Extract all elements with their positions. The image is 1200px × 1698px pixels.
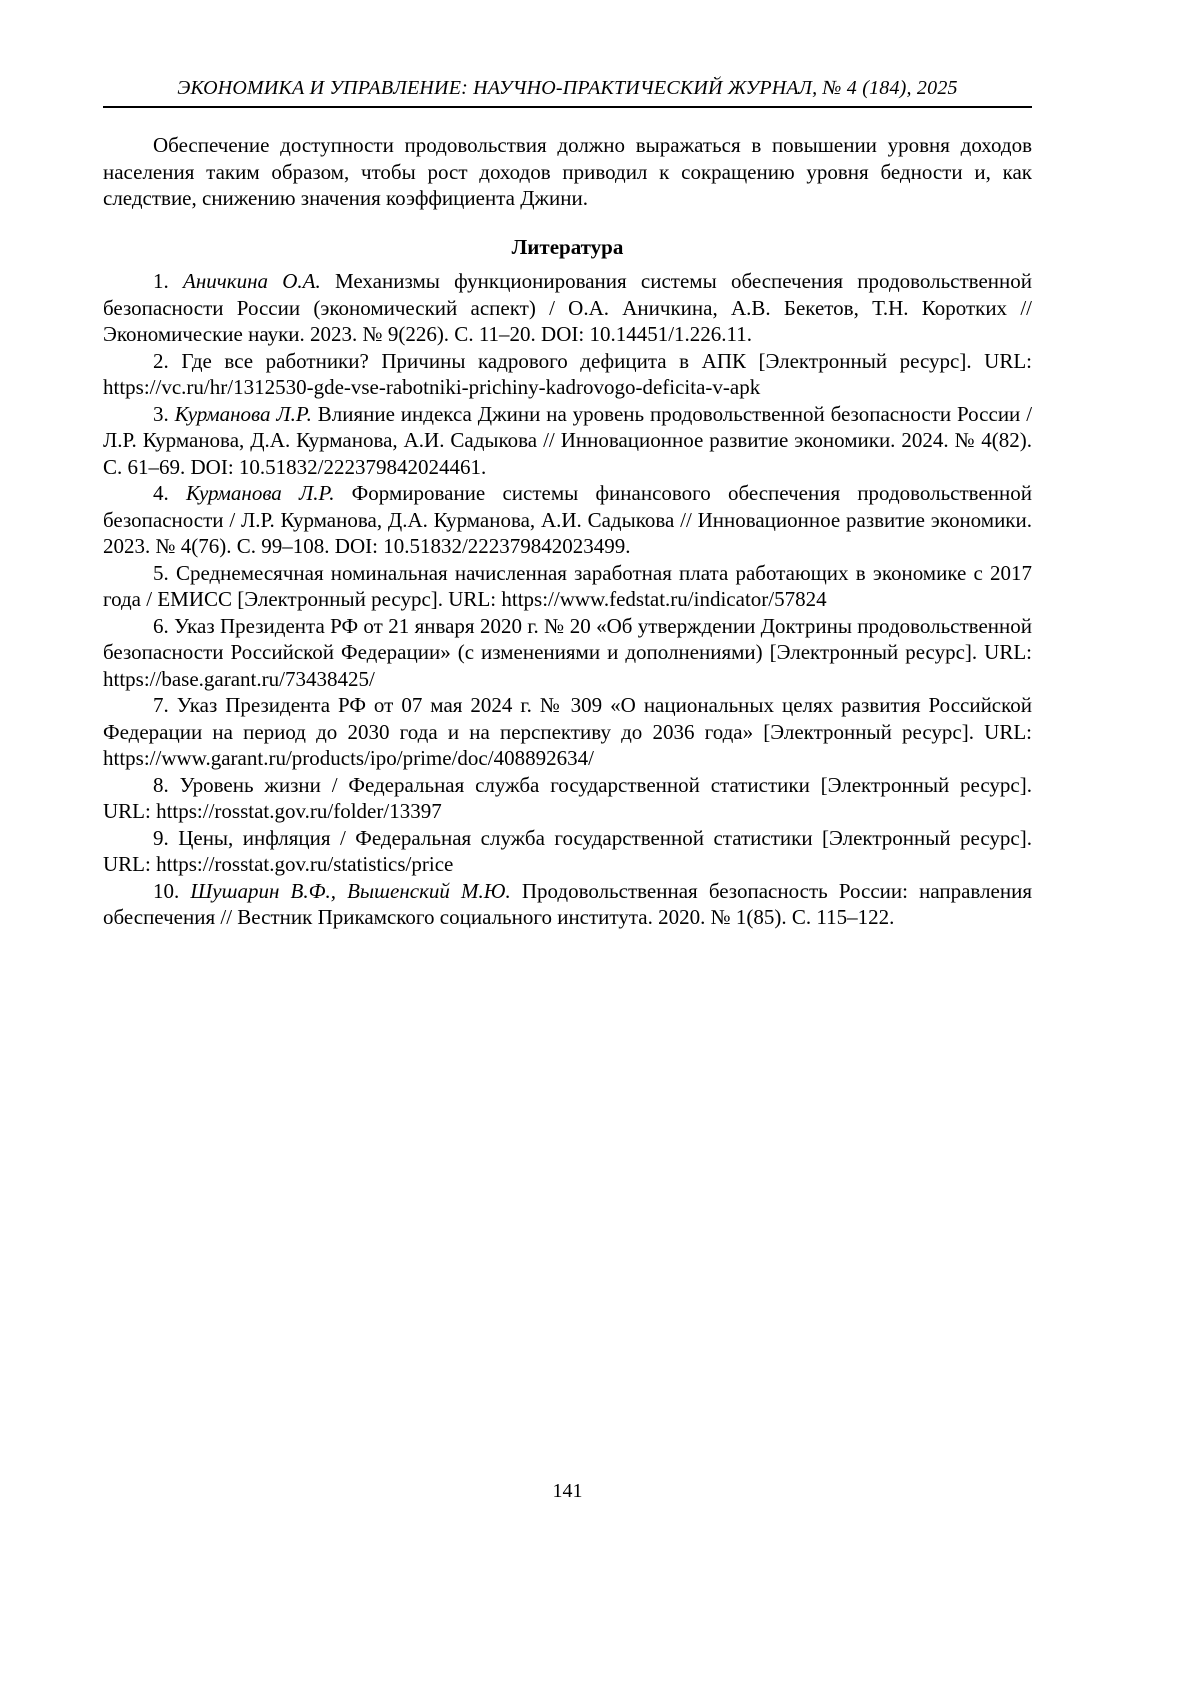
reference-number: 9. (153, 825, 179, 850)
reference-number: 8. (153, 772, 180, 797)
page-number: 141 (552, 1480, 583, 1502)
reference-item (103, 772, 1032, 825)
header-rule (103, 106, 1032, 108)
reference-number: 10. (153, 878, 191, 903)
reference-text: Уровень жизни / Федеральная служба государственной статистики [Электронный ресурс]. URL: https://rosstat.gov.ru/folder/13397 (103, 772, 1032, 823)
reference-text: Указ Президента РФ от 21 января 2020 г. № 20 «Об утверждении Доктрины продовольственной безопасности Российской Федерации» (с изменениями и дополнениями) [Электронный ресурс]. URL: https://base.garant.ru/73438425/ (103, 613, 1033, 691)
intro-paragraph: Обеспечение доступности продовольствия должно выражаться в повышении уровня доходов населения таким образом, чтобы рост доходов приводил к сокращению уровня бедности и, как следствие, снижению значения коэффициента Джини. (103, 133, 1032, 210)
reference-authors: Курманова Л.Р. (185, 481, 335, 505)
reference-number: 7. (153, 693, 177, 717)
references-list (103, 268, 1032, 931)
reference-text: Формирование системы финансового обеспечения продовольственной безопасности / Л.Р. Курманова, Д.А. Курманова, А.И. Садыкова // Инновационное развитие экономики. 2023. № 4(76). С. 99–108. DOI: 10.51832/222379842023499. (103, 481, 1033, 558)
reference-item (103, 480, 1032, 560)
reference-text: Механизмы функционирования системы обеспечения продовольственной безопасности России (экономический аспект) / О.А. Аничкина, А.В. Бекетов, Т.Н. Коротких // Экономические науки. 2023. № 9(226). С. 11–20. DOI: 10.14451/1.226.11. (103, 269, 1033, 346)
reference-number: 6. (153, 613, 175, 638)
reference-text: Среднемесячная номинальная начисленная заработная плата работающих в экономике с 2017 года / ЕМИСС [Электронный ресурс]. URL: https://www.fedstat.ru/indicator/57824 (103, 560, 1033, 611)
reference-text: Где все работники? Причины кадрового дефицита в АПК [Электронный ресурс]. URL: https://vc.ru/hr/1312530-gde-vse-rabotniki-prichiny-kadrovogo-deficita-v-apk (103, 348, 1032, 399)
reference-authors: Курманова Л.Р. (174, 401, 312, 426)
reference-item (103, 825, 1032, 878)
reference-text: Цены, инфляция / Федеральная служба государственной статистики [Электронный ресурс]. URL: https://rosstat.gov.ru/statistics/price (103, 825, 1032, 876)
reference-item (103, 613, 1032, 693)
reference-text: Влияние индекса Джини на уровень продовольственной безопасности России / Л.Р. Курманова, Д.А. Курманова, А.И. Садыкова // Инновационное развитие экономики. 2024. № 4(82). С. 61–69. DOI: 10.51832/222379842024461. (103, 401, 1033, 479)
reference-item (103, 268, 1032, 348)
reference-number: 1. (153, 269, 183, 293)
reference-number: 2. (153, 348, 182, 373)
reference-item (103, 878, 1032, 931)
reference-authors: Аничкина О.А. (183, 269, 321, 293)
journal-header (103, 76, 1032, 100)
reference-item (103, 401, 1032, 481)
reference-item (103, 348, 1032, 401)
journal-header-title: ЭКОНОМИКА И УПРАВЛЕНИЕ: НАУЧНО-ПРАКТИЧЕСКИЙ ЖУРНАЛ, № 4 (184), 2025 (177, 77, 958, 99)
reference-number: 5. (153, 560, 176, 585)
section-title: Литература (511, 234, 624, 259)
reference-text: Указ Президента РФ от 07 мая 2024 г. № 309 «О национальных целях развития Российской Федерации на период до 2030 года и на перспективу до 2036 года» [Электронный ресурс]. URL: https://www.garant.ru/products/ipo/prime/doc/408892634/ (103, 693, 1033, 770)
reference-text: Продовольственная безопасность России: направления обеспечения // Вестник Прикамского социального института. 2020. № 1(85). С. 115–122. (103, 878, 1033, 929)
reference-number: 3. (153, 401, 175, 426)
reference-item (103, 560, 1032, 613)
reference-number: 4. (153, 481, 186, 505)
reference-authors: Шушарин В.Ф., Вышенский М.Ю. (190, 878, 511, 903)
reference-item (103, 692, 1032, 772)
